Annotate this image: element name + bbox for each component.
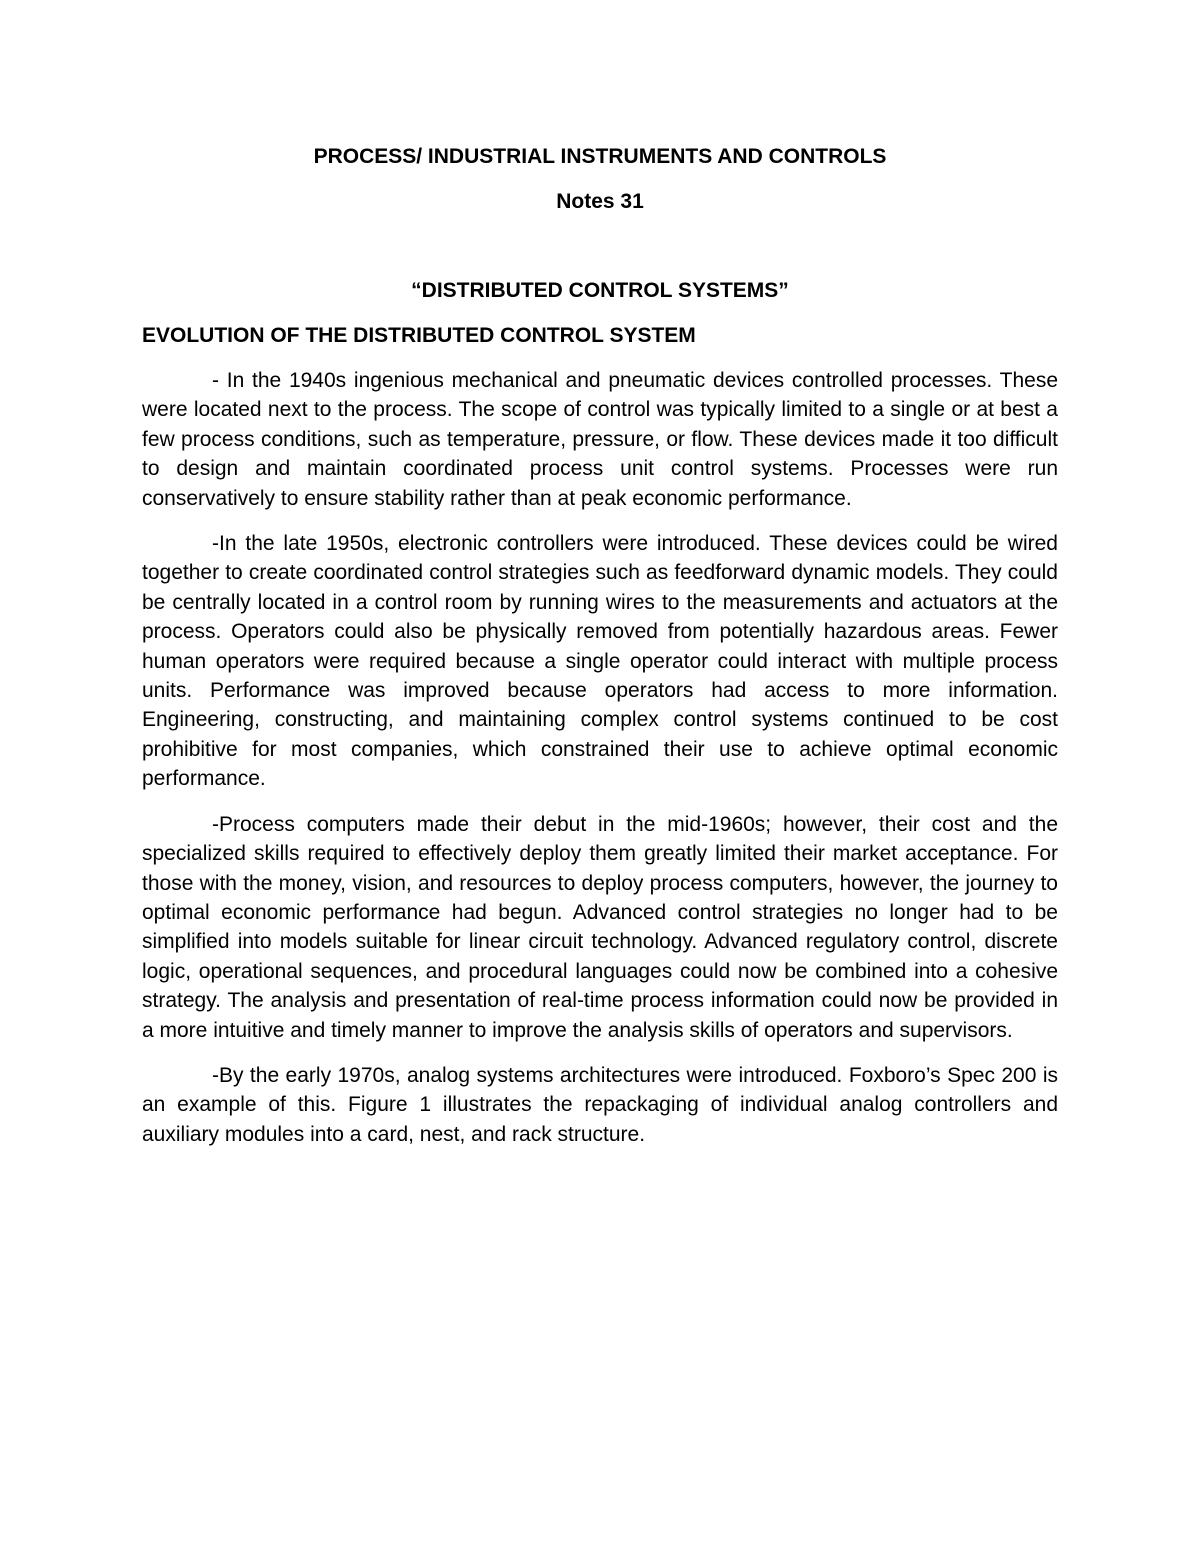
paragraph-1960s: -Process computers made their debut in the mid-1960s; however, their cost and the specialized skills required to effectively deploy them greatly limited their market acceptance. For those with the money, vision, and resources to deploy process computers, however, the journey to optimal economic performance had begun. Advanced control strategies no longer had to be simplified into models suitable for linear circuit technology. Advanced regulatory control, discrete logic, operational sequences, and procedural languages could now be combined into a cohesive strategy. The analysis and presentation of real-time process information could now be provided in a more intuitive and timely manner to improve the analysis skills of operators and supervisors. <box>142 812 1058 1042</box>
notes-label: Notes 31 <box>556 190 644 213</box>
paragraph-1940s: - In the 1940s ingenious mechanical and pneumatic devices controlled processes. These were located next to the process. The scope of control was typically limited to a single or at best a few process conditions, such as temperature, pressure, or flow. These devices made it too difficult to design and maintain coordinated process unit control systems. Processes were run conservatively to ensure stability rather than at peak economic performance. <box>142 369 1058 510</box>
topic-title: “DISTRIBUTED CONTROL SYSTEMS” <box>411 279 789 302</box>
section-heading: EVOLUTION OF THE DISTRIBUTED CONTROL SYSTEM <box>142 324 696 347</box>
paragraph-1970s: -By the early 1970s, analog systems architectures were introduced. Foxboro’s Spec 200 is an example of this. Figure 1 illustrates the repackaging of individual analog controllers and auxiliary modules into a card, nest, and rack structure. <box>142 1063 1058 1146</box>
paragraph-1950s: -In the late 1950s, electronic controllers were introduced. These devices could be wired together to create coordinated control strategies such as feedforward dynamic models. They could be centrally located in a control room by running wires to the measurements and actuators at the process. Operators could also be physically removed from potentially hazardous areas. Fewer human operators were required because a single operator could interact with multiple process units. Performance was improved because operators had access to more information. Engineering, constructing, and maintaining complex control systems continued to be cost prohibitive for most companies, which constrained their use to achieve optimal economic performance. <box>142 532 1058 791</box>
document-body <box>142 366 1058 1165</box>
document-title: PROCESS/ INDUSTRIAL INSTRUMENTS AND CONTROLS <box>313 145 887 168</box>
